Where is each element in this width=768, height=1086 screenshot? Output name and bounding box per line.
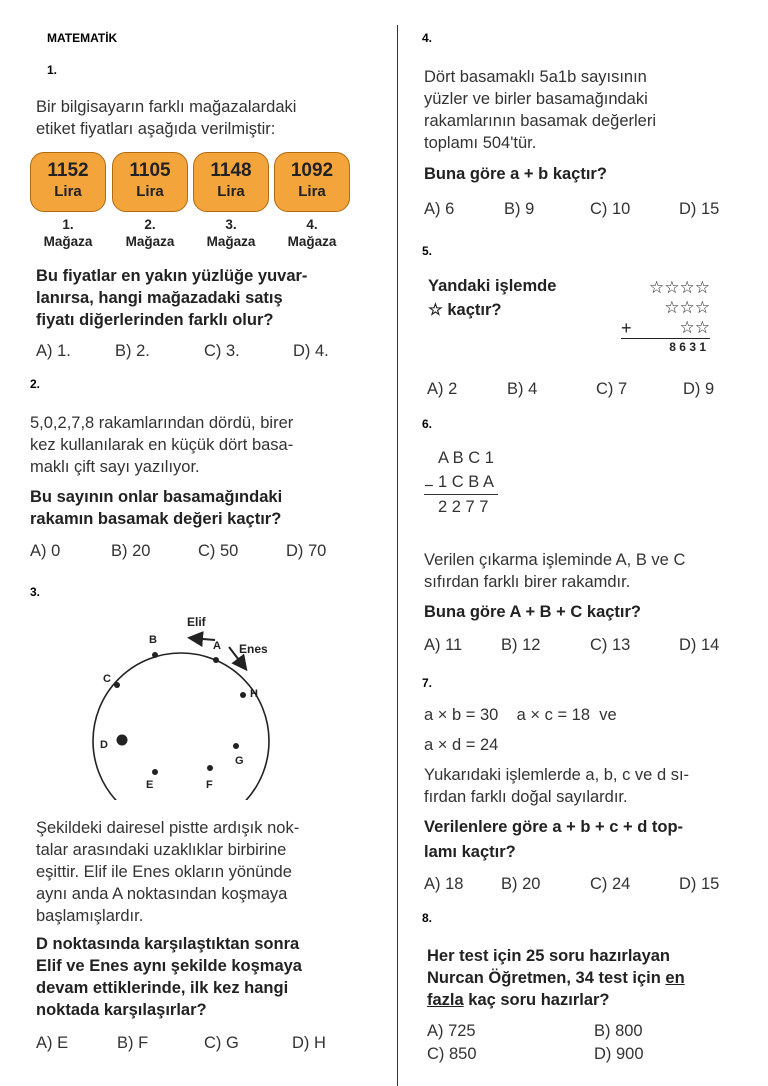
q7-equation: a × d = 24 [424,736,499,754]
question-number: 3. [30,585,41,599]
q4-text-line: Dört basamaklı 5a1b sayısının [424,68,647,86]
point-f [207,765,213,771]
q8-question-part: Nurcan Öğretmen, 34 test için [427,969,666,987]
q2-question-line: rakamın basamak değeri kaçtır? [30,510,282,528]
minus-sign: − [424,477,434,495]
option-d[interactable]: D) 15 [679,200,720,218]
option-d[interactable]: D) 4. [293,342,329,360]
price-value: 1092 [290,160,334,181]
enes-label: Enes [239,642,268,656]
q6-text-line: sıfırdan farklı birer rakamdır. [424,573,631,591]
option-b[interactable]: B) F [117,1034,149,1052]
question-number: 1. [47,63,58,77]
point-label: C [103,673,111,685]
option-c[interactable]: C) 13 [590,636,631,654]
question-number: 8. [422,911,433,925]
price-value: 1105 [129,160,171,181]
store-name: Mağaza [125,234,175,249]
circular-track-figure [90,610,300,800]
point-c [114,682,120,688]
option-a[interactable]: A) 6 [424,200,455,218]
point-label: G [235,755,244,767]
q1-question-line: fiyatı diğerlerinden farklı olur? [36,311,274,329]
q4-question: Buna göre a + b kaçtır? [424,165,607,183]
elif-label: Elif [187,615,206,629]
q8-question-line: Her test için 25 soru hazırlayan [427,947,671,965]
track-circle [93,653,269,800]
column-divider [397,25,398,1086]
price-unit: Lira [136,183,164,200]
q4-text-line: yüzler ve birler basamağındaki [424,90,648,108]
price-unit: Lira [54,183,82,200]
option-a[interactable]: A) 725 [427,1022,476,1040]
difference-row: 2 2 7 7 [424,494,498,519]
option-d[interactable]: D) 14 [679,636,720,654]
option-a[interactable]: A) 11 [424,636,463,654]
option-c[interactable]: C) 7 [596,380,628,398]
question-number: 6. [422,417,433,431]
option-a[interactable]: A) 0 [30,542,61,560]
store-label [28,216,108,250]
q7-question-line: lamı kaçtır? [424,843,516,861]
point-g [233,743,239,749]
price-value: 1152 [47,160,89,181]
option-c[interactable]: C) 10 [590,200,631,218]
option-b[interactable]: B) 800 [594,1022,643,1040]
option-a[interactable]: A) E [36,1034,69,1052]
q5-question-line: ☆ kaçtır? [428,301,502,319]
addend-row: ☆☆☆☆ [649,278,710,297]
price-value: 1148 [210,160,252,181]
q2-text-line: 5,0,2,7,8 rakamlarından dördü, birer [30,414,294,432]
option-c[interactable]: C) 850 [427,1045,477,1063]
point-h [240,692,246,698]
option-a[interactable]: A) 18 [424,875,464,893]
store-name: Mağaza [43,234,93,249]
store-label [191,216,271,250]
addend-row-wrap [615,318,710,338]
sum-row: 8 6 3 1 [621,338,710,355]
q1-text-line: etiket fiyatları aşağıda verilmiştir: [36,120,276,138]
subtrahend-row: 1 C B A [438,473,494,491]
option-d[interactable]: D) H [292,1034,326,1052]
q7-equation: a × b = 30 a × c = 18 ve [424,706,617,724]
point-d [117,735,128,746]
elif-arrow [191,638,215,640]
q1-question-line: lanırsa, hangi mağazadaki satış [36,289,283,307]
q2-text-line: kez kullanılarak en küçük dört basa- [30,436,294,454]
point-label: D [100,739,108,751]
q8-question-line [427,989,610,1011]
option-d[interactable]: D) 70 [286,542,327,560]
q4-text-line: toplamı 504'tür. [424,134,537,152]
option-c[interactable]: C) 24 [590,875,631,893]
q6-text-line: Verilen çıkarma işleminde A, B ve C [424,551,686,569]
price-tag [30,152,106,212]
point-e [152,769,158,775]
q2-question-line: Bu sayının onlar basamağındaki [30,488,283,506]
price-tag [193,152,269,212]
price-tag [274,152,350,212]
option-d[interactable]: D) 900 [594,1045,644,1063]
point-label: B [149,634,157,646]
q3-question-line: D noktasında karşılaştıktan sonra [36,935,300,953]
option-a[interactable]: A) 1. [36,342,71,360]
q4-text-line: rakamlarının basamak değerleri [424,112,657,130]
option-c[interactable]: C) G [204,1034,239,1052]
price-unit: Lira [298,183,326,200]
q5-question-line: Yandaki işlemde [428,277,557,295]
q7-question-line: Verilenlere göre a + b + c + d top- [424,818,684,836]
question-number: 5. [422,244,433,258]
subject-header: MATEMATİK [47,31,118,45]
option-d[interactable]: D) 9 [683,380,715,398]
option-a[interactable]: A) 2 [427,380,458,398]
q3-question-line: noktada karşılaşırlar? [36,1001,207,1019]
q2-text-line: maklı çift sayı yazılıyor. [30,458,200,476]
store-number: 2. [144,217,156,232]
option-b[interactable]: B) 20 [111,542,151,560]
q8-emphasis: en [665,969,685,987]
addend-row: ☆☆☆ [664,298,710,317]
subtraction-block [424,446,504,519]
q8-question-line [427,967,685,989]
point-label: H [250,688,258,700]
q3-text-line: eşittir. Elif ile Enes okların yönünde [36,863,292,881]
option-b[interactable]: B) 2. [115,342,150,360]
q3-text-line: başlamışlardır. [36,907,144,925]
minuend-row: A B C 1 [438,449,494,467]
option-b[interactable]: B) 20 [501,875,541,893]
q3-question-line: Elif ve Enes aynı şekilde koşmaya [36,957,302,975]
q8-emphasis: fazla [427,991,464,1009]
star-addition [615,278,710,355]
q6-question: Buna göre A + B + C kaçtır? [424,603,641,621]
q1-question-line: Bu fiyatlar en yakın yüzlüğe yuvar- [36,267,308,285]
q8-question-part: kaç soru hazırlar? [463,991,610,1009]
store-number: 1. [62,217,74,232]
store-name: Mağaza [206,234,256,249]
q3-question-line: devam ettiklerinde, ilk kez hangi [36,979,289,997]
store-number: 4. [306,217,318,232]
price-unit: Lira [217,183,245,200]
q7-text-line: fırdan farklı doğal sayılardır. [424,788,628,806]
point-label: F [206,779,213,791]
option-d[interactable]: D) 15 [679,875,720,893]
option-b[interactable]: B) 4 [507,380,538,398]
price-tag [112,152,188,212]
q3-text-line: aynı anda A noktasından koşmaya [36,885,288,903]
store-label [110,216,190,250]
subtrahend-row-wrap [424,470,504,494]
point-label: E [146,779,154,791]
plus-sign: + [621,318,632,338]
store-name: Mağaza [287,234,337,249]
addend-row: ☆☆ [679,318,710,337]
point-b [152,652,158,658]
q7-text-line: Yukarıdaki işlemlerde a, b, c ve d sı- [424,766,690,784]
question-number: 4. [422,31,433,45]
q1-text-line: Bir bilgisayarın farklı mağazalardaki [36,98,297,116]
option-b[interactable]: B) 12 [501,636,541,654]
question-number: 2. [30,377,41,391]
q3-text-line: Şekildeki dairesel pistte ardışık nok- [36,819,300,837]
option-b[interactable]: B) 9 [504,200,535,218]
point-label: A [213,640,221,652]
store-label [272,216,352,250]
question-number: 7. [422,676,433,690]
store-number: 3. [225,217,237,232]
option-c[interactable]: C) 3. [204,342,240,360]
point-a [213,657,219,663]
q3-text-line: talar arasındaki uzaklıklar birbirine [36,841,287,859]
option-c[interactable]: C) 50 [198,542,239,560]
